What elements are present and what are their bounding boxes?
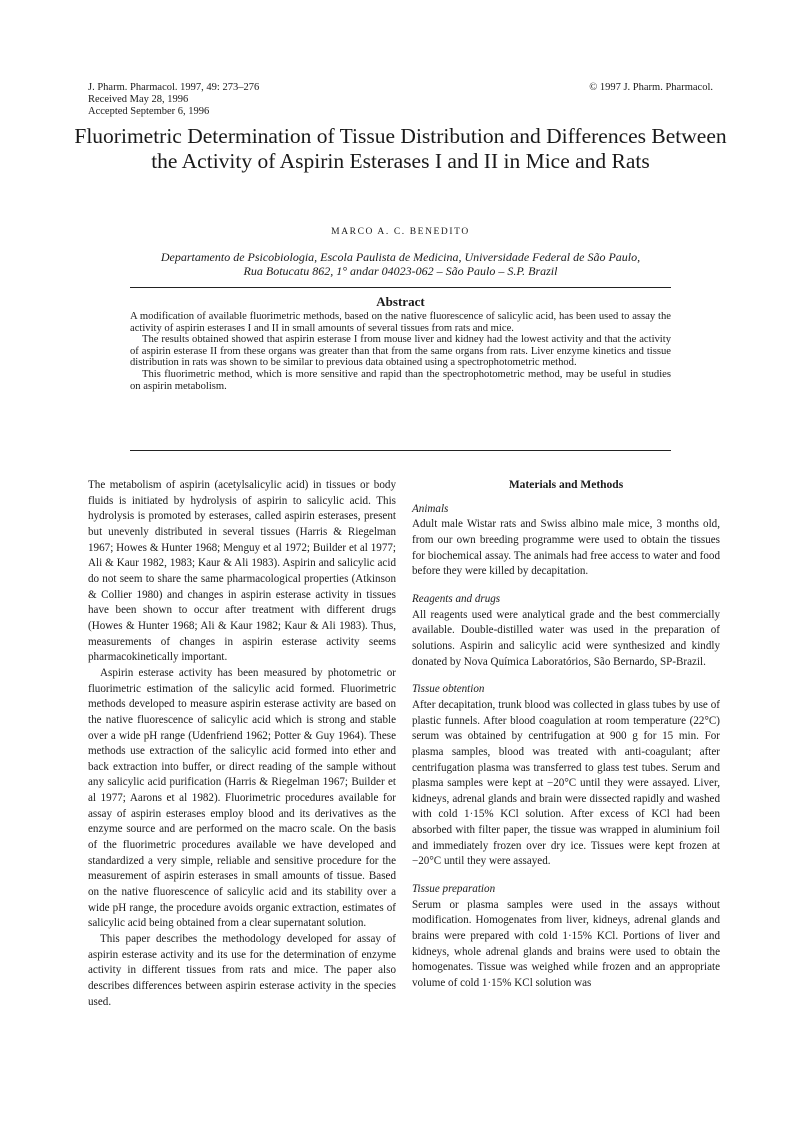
- abstract-paragraph: This fluorimetric method, which is more sensitive and rapid than the spectrophotometric method, may be useful in studies on aspirin metabolism.: [130, 368, 671, 392]
- intro-paragraph: The metabolism of aspirin (acetylsalicylic acid) in tissues or body fluids is initiated by hydrolysis of aspirin to salicylic acid. This hydrolysis is promoted by esterases, called aspirin esterases, present but unevenly distributed in several tissues (Harris & Riegelman 1967; Howes & Hunter 1968; Menguy et al 1972; Builder et al 1977; Ali & Kaur 1982, 1983; Kaur & Ali 1983). Aspirin and salicylic acid do not seem to share the same pharmacological properties (Atkinson & Collier 1980) and changes in aspirin esterase activity in tissues have been shown to occur after treatment with different drugs (Howes & Hunter 1968; Ali & Kaur 1982; Kaur & Ali 1983). Thus, measurements of changes in aspirin esterase activity seems pharmacokinetically important.: [88, 479, 396, 664]
- affiliation: [110, 250, 691, 278]
- subsection-reagents: [412, 592, 720, 670]
- right-column: [412, 478, 720, 1004]
- abstract-body: [130, 311, 671, 392]
- subsection-text: Serum or plasma samples were used in the assays without modification. Homogenates from liver, kidneys, adrenal glands and brains were prepared with cold 1·15% KCl. Portions of liver and kidneys, whole adrenal glands and brains were used to obtain the homogenates. Tissue was weighed while frozen and an appropriate volume of cold 1·15% KCl solution was: [412, 898, 720, 990]
- affiliation-line-1: Departamento de Psicobiologia, Escola Paulista de Medicina, Universidade Federal de São Paulo,: [160, 250, 641, 264]
- subsection-tissue-obtention: [412, 682, 720, 870]
- section-heading: Materials and Methods: [508, 479, 624, 491]
- abstract-top-rule: [130, 287, 671, 288]
- affiliation-line-2: Rua Botucatu 862, 1° andar 04023-062 – São Paulo – S.P. Brazil: [243, 264, 558, 278]
- received-date: Received May 28, 1996: [88, 94, 189, 105]
- abstract-paragraph: The results obtained showed that aspirin esterase I from mouse liver and kidney had the lowest activity and that the activity of aspirin esterase II from these organs was greater than that from the same organs from rats. Liver enzyme kinetics and tissue distribution in rats was shown to be similar to previous data obtained using a spectrophotometric method.: [130, 334, 671, 369]
- accepted-date: Accepted September 6, 1996: [88, 106, 210, 117]
- subsection-text: Adult male Wistar rats and Swiss albino male mice, 3 months old, from our own breeding programme were used to obtain the tissues for biochemical assay. The animals had free access to water and food before they were killed by decapitation.: [412, 518, 720, 578]
- copyright-notice: © 1997 J. Pharm. Pharmacol.: [589, 82, 713, 93]
- subsection-title: Tissue obtention: [412, 683, 485, 696]
- citation-line: J. Pharm. Pharmacol. 1997, 49: 273–276: [88, 82, 260, 93]
- subsection-text: All reagents used were analytical grade and the best commercially available. Double-distilled water was used in the preparation of solutions. Aspirin and salicylic acid were synthesized and kindly donated by Nova Química Laboratórios, São Bernardo, SP-Brazil.: [412, 608, 720, 668]
- abstract-heading: Abstract: [376, 294, 425, 309]
- article-title: Fluorimetric Determination of Tissue Distribution and Differences Between the Activity of Aspirin Esterases I and II in Mice and Rats: [74, 124, 727, 173]
- left-column: [88, 478, 396, 1010]
- journal-header: [88, 82, 259, 118]
- subsection-title: Animals: [412, 502, 449, 515]
- subsection-title: Reagents and drugs: [412, 592, 501, 605]
- subsection-animals: [412, 502, 720, 580]
- subsection-text: After decapitation, trunk blood was collected in glass tubes by use of plastic funnels. After blood coagulation at room temperature (22°C) serum was obtained by centrifugation at 900 g for 15 min. For plasma samples, blood was treated with anti-coagulant; after centrifugation plasma was transferred to glass test tubes. Serum and plasma samples were kept at −20°C until they were assayed. Liver, kidneys, adrenal glands and brain were dissected rapidly and washed with cold 1·15% KCl solution. After excess of KCl had been absorbed with filter paper, the tissue was wrapped in aluminium foil and immediately frozen over dry ice. Tissues were kept frozen at −20°C until they were assayed.: [412, 698, 720, 868]
- intro-paragraph: Aspirin esterase activity has been measured by photometric or fluorimetric estimation of the salicylic acid formed. Fluorimetric methods developed to measure aspirin esterase activity are based on the native fluorescence of salicylic acid which is strong and stable over a wide pH range (Udenfriend 1962; Potter & Guy 1964). These methods use extraction of the salicylic acid formed into ether and back extraction into buffer, or direct reading of the sample without any salicylic acid purification (Harris & Riegelman 1967; Builder et al 1977; Aarons et al 1982). Fluorimetric procedures available for assay of aspirin esterases employ blood and its derivatives as the enzyme source and are performed on the macro scale. On the basis of the fluorimetric procedures available we have developed and standardized a very simple, reliable and sensitive procedure for the measurement of aspirin esterases in small amounts of tissue. Based on the native fluorescence of salicylic acid and its stability over a wide pH range, the procedure avoids organic extraction, estimates of salicylic acid being obtained from a clear supernatant solution.: [88, 666, 396, 930]
- intro-paragraph: This paper describes the methodology developed for assay of aspirin esterase activity and its use for the determination of enzyme activity in different tissues from rats and mice. The paper also describes differences between aspirin esterase activity in the species used.: [88, 933, 396, 1008]
- subsection-tissue-preparation: [412, 882, 720, 992]
- author-name: MARCO A. C. BENEDITO: [331, 227, 470, 237]
- subsection-title: Tissue preparation: [412, 883, 496, 896]
- abstract-bottom-rule: [130, 450, 671, 451]
- abstract-paragraph: A modification of available fluorimetric methods, based on the native fluorescence of salicylic acid, has been used to assay the activity of aspirin esterases I and II in small amounts of several tissues from rats and mice.: [130, 311, 671, 334]
